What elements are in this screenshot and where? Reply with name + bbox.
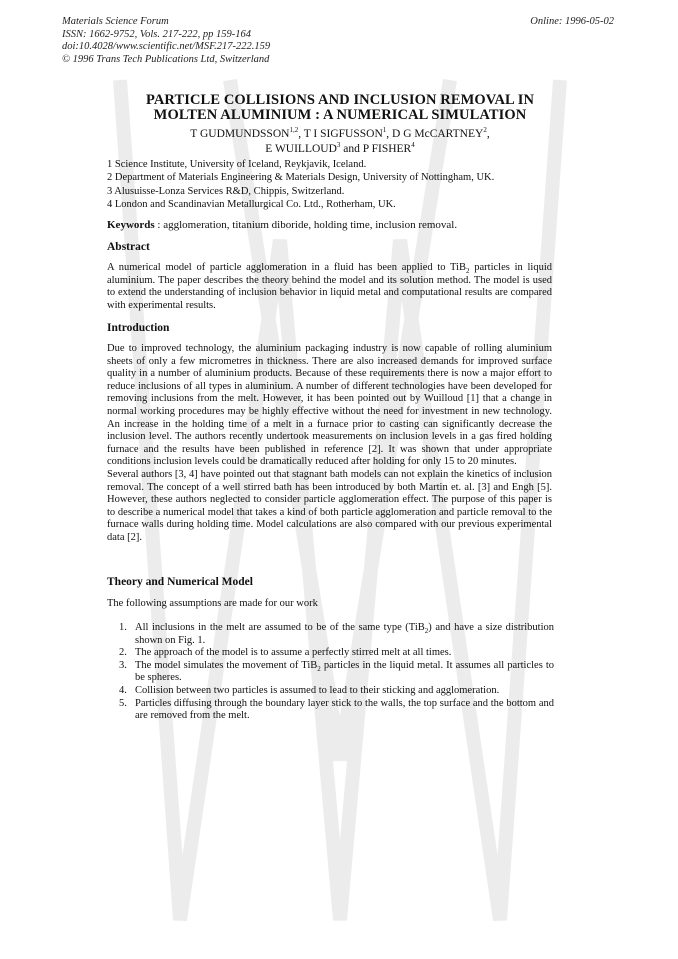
author-line-1 <box>90 127 590 142</box>
assumption-text: The approach of the model is to assume a perfectly stirred melt at all times. <box>135 647 452 659</box>
paper-title <box>90 93 590 123</box>
abstract-text <box>107 262 552 312</box>
author-name: E WUILLOUD <box>265 142 337 155</box>
affiliation-list <box>107 158 494 211</box>
assumption-item <box>107 647 554 660</box>
assumption-text: The model simulates the movement of TiB <box>135 659 318 671</box>
keywords-label: Keywords <box>107 219 155 231</box>
affiliation-item: 2 Department of Materials Engineering & Materials Design, University of Nottingham, UK. <box>107 172 495 184</box>
introduction-text <box>107 343 552 545</box>
introduction-paragraph-2: Several authors [3, 4] have pointed out that stagnant bath models can not explain the kinetics of inclusion removal. The concept of a well stirred bath has been introduced by both Martin et. al. [3] and Engh [5]. However, these authors neglected to consider particle agglomeration effect. The purpose of this paper is to describe a numerical model that takes a kind of both particle agglomeration and particle removal to the furnace walls during holding time. Model calculations are also compared with our previous experimental data [2]. <box>107 468 552 543</box>
assumption-number: 1. <box>119 622 127 633</box>
author-affil-mark: 1 <box>382 126 387 135</box>
author-name: and P FISHER <box>340 142 412 155</box>
online-date: Online: 1996-05-02 <box>530 16 614 27</box>
affiliation-item: 1 Science Institute, University of Iceland, Reykjavik, Iceland. <box>107 159 367 170</box>
subscript: 2 <box>466 267 470 276</box>
subscript: 2 <box>317 664 321 673</box>
title-line-2: MOLTEN ALUMINIUM : A NUMERICAL SIMULATION <box>153 107 527 123</box>
assumption-number: 2. <box>119 647 127 659</box>
assumption-number: 4. <box>119 684 127 696</box>
copyright-line: © 1996 Trans Tech Publications Ltd, Switzerland <box>62 53 270 65</box>
assumption-item <box>107 685 554 698</box>
issn-line: ISSN: 1662-9752, Vols. 217-222, pp 159-164 <box>62 28 251 40</box>
theory-intro: The following assumptions are made for our work <box>107 598 318 609</box>
author-affil-mark: 3 <box>336 140 341 149</box>
author-affil-mark: 1,2 <box>289 126 299 135</box>
assumption-text: Collision between two particles is assumed to lead to their sticking and agglomeration. <box>135 684 500 696</box>
introduction-heading: Introduction <box>107 322 170 334</box>
theory-heading: Theory and Numerical Model <box>107 576 253 588</box>
assumption-list <box>107 622 554 723</box>
assumption-text: All inclusions in the melt are assumed to be of the same type (TiB <box>135 622 425 633</box>
affiliation-item: 3 Alusuisse-Lonza Services R&D, Chippis, Switzerland. <box>107 185 345 197</box>
author-affil-mark: 2 <box>483 126 487 135</box>
assumption-text: ) and have a size distribution shown on Fig. 1. <box>135 622 554 646</box>
assumption-text: particles in the liquid metal. It assumes all particles to be spheres. <box>135 659 554 684</box>
subscript: 2 <box>424 627 429 636</box>
author-name: , D G McCARTNEY <box>386 128 484 140</box>
assumption-item <box>107 622 554 647</box>
author-name: , T I SIGFUSSON <box>298 128 383 140</box>
author-separator: , <box>486 128 490 140</box>
author-affil-mark: 4 <box>411 140 415 149</box>
affiliation-item: 4 London and Scandinavian Metallurgical Co. Ltd., Rotherham, UK. <box>107 198 396 210</box>
abstract-heading: Abstract <box>107 241 150 253</box>
author-list <box>90 127 590 156</box>
keywords <box>107 219 457 231</box>
assumption-item <box>107 660 554 685</box>
introduction-paragraph-1: Due to improved technology, the aluminium packaging industry is now capable of rolling aluminium sheets of only a few micrometres in thickness. There are also increased demands for improved surface quality in a number of aluminium products. Because of these requirements there is now a major effort to reduce inclusions of all types in aluminium. A number of different technologies have been developed for removing inclusions from the melt. However, it has been pointed out by Wuilloud [1] that a change in normal working procedures may be highly effective without the need for investment in new technology. An increase in the holding time of a melt in a furnace prior to casting can significantly decrease the inclusion level. The authors recently undertook measurements on inclusion levels in a gas fired holding furnace and the results have been published in reference [2]. It was shown that under appropriate conditions inclusion levels could be dramatically reduced after holding for only 15 to 20 minutes. <box>107 343 552 468</box>
assumption-text: Particles diffusing through the boundary layer stick to the walls, the top surface and the bottom and are removed from the melt. <box>135 697 554 722</box>
assumption-number: 3. <box>119 659 127 671</box>
author-line-2 <box>90 142 590 157</box>
assumption-item <box>107 698 554 723</box>
keywords-text: : agglomeration, titanium diboride, holding time, inclusion removal. <box>154 219 458 231</box>
journal-header <box>62 16 270 66</box>
title-line-1: PARTICLE COLLISIONS AND INCLUSION REMOVAL IN <box>145 92 535 108</box>
assumption-number: 5. <box>119 697 127 709</box>
doi-link[interactable]: doi:10.4028/www.scientific.net/MSF.217-222.159 <box>62 41 271 52</box>
abstract-text-part: A numerical model of particle agglomeration in a fluid has been applied to TiB <box>107 262 467 273</box>
abstract-text-part: particles in liquid aluminium. The paper describes the theory behind the model and its solution method. The model is used to extend the understanding of inclusion behavior in liquid metal and computational results are compared with experimental results. <box>107 262 552 311</box>
journal-name: Materials Science Forum <box>62 16 169 27</box>
author-name: T GUDMUNDSSON <box>190 128 290 140</box>
